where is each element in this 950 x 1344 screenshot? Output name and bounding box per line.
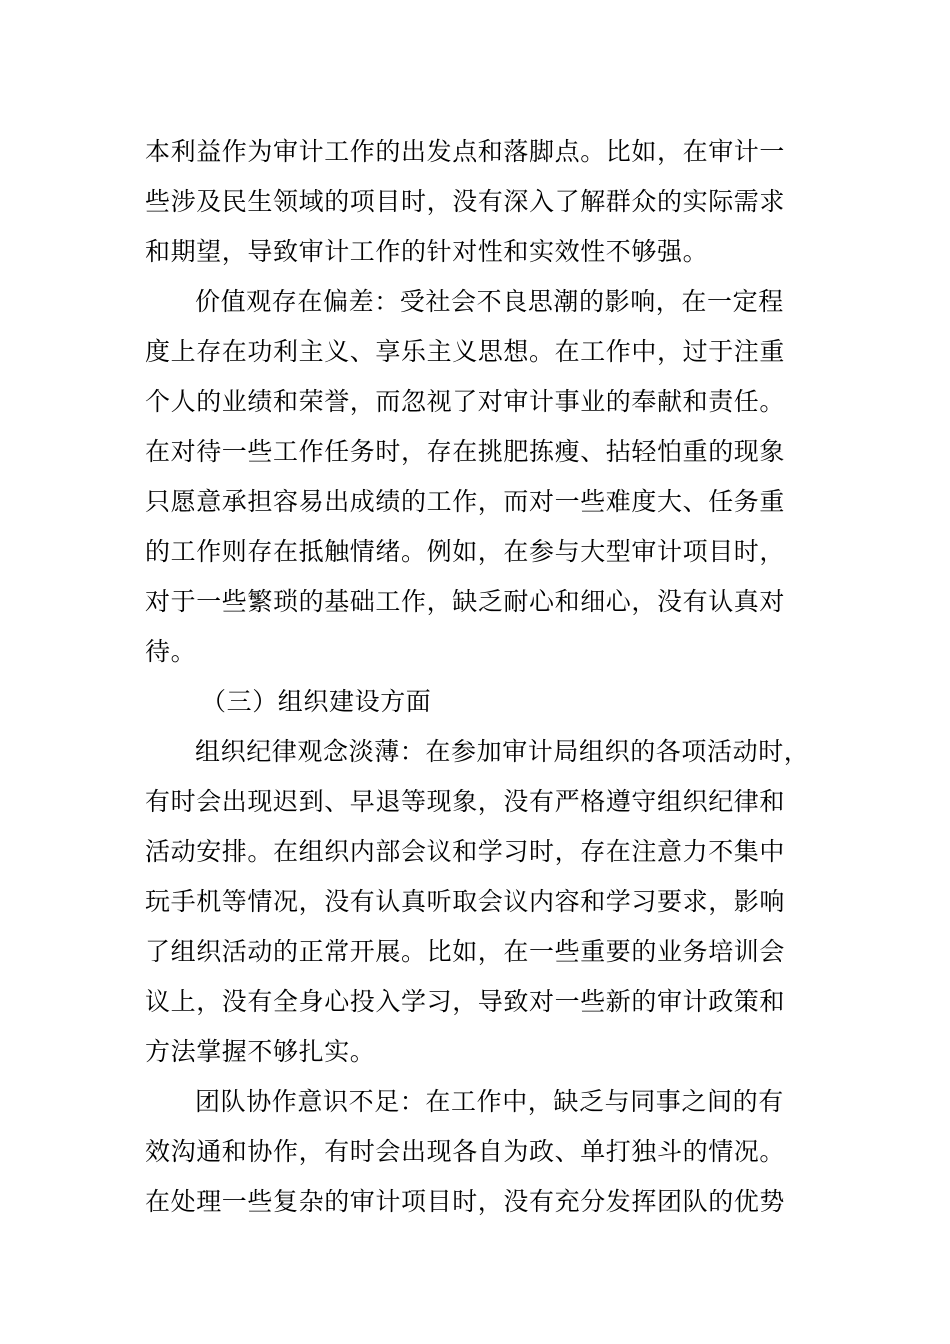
text-line: 的工作则存在抵触情绪。例如，在参与大型审计项目时， (145, 537, 786, 566)
paragraph-start-line: 团队协作意识不足：在工作中，缺乏与同事之间的有 (195, 1087, 784, 1116)
text-line: 在对待一些工作任务时，存在挑肥拣瘦、拈轻怕重的现象 (145, 437, 786, 466)
paragraph-start-line: 组织纪律观念淡薄：在参加审计局组织的各项活动时， (195, 737, 810, 766)
text-line: 议上，没有全身心投入学习，导致对一些新的审计政策和 (145, 987, 786, 1016)
text-line: 有时会出现迟到、早退等现象，没有严格遵守组织纪律和 (145, 787, 786, 816)
text-line: 些涉及民生领域的项目时，没有深入了解群众的实际需求 (145, 187, 786, 216)
text-line: 个人的业绩和荣誉，而忽视了对审计事业的奉献和责任。 (145, 387, 786, 416)
text-line: 活动安排。在组织内部会议和学习时，存在注意力不集中 (145, 837, 786, 866)
text-line: 玩手机等情况，没有认真听取会议内容和学习要求，影响 (145, 887, 786, 916)
paragraph-start-line: 价值观存在偏差：受社会不良思潮的影响，在一定程 (195, 287, 784, 316)
text-line: 对于一些繁琐的基础工作，缺乏耐心和细心，没有认真对 (145, 587, 786, 616)
text-line: 效沟通和协作，有时会出现各自为政、单打独斗的情况。 (145, 1137, 786, 1166)
text-line: 度上存在功利主义、享乐主义思想。在工作中，过于注重 (145, 337, 786, 366)
document-body (145, 127, 825, 1227)
text-line: 了组织活动的正常开展。比如，在一些重要的业务培训会 (145, 937, 786, 966)
text-line: 本利益作为审计工作的出发点和落脚点。比如，在审计一 (145, 137, 786, 166)
text-line: 方法掌握不够扎实。 (145, 1037, 376, 1066)
text-line: 只愿意承担容易出成绩的工作，而对一些难度大、任务重 (145, 487, 786, 516)
text-line: 和期望，导致审计工作的针对性和实效性不够强。 (145, 237, 709, 266)
section-heading: （三）组织建设方面 (201, 687, 432, 716)
text-line: 在处理一些复杂的审计项目时，没有充分发挥团队的优势 (145, 1187, 786, 1216)
text-line: 待。 (145, 637, 197, 666)
